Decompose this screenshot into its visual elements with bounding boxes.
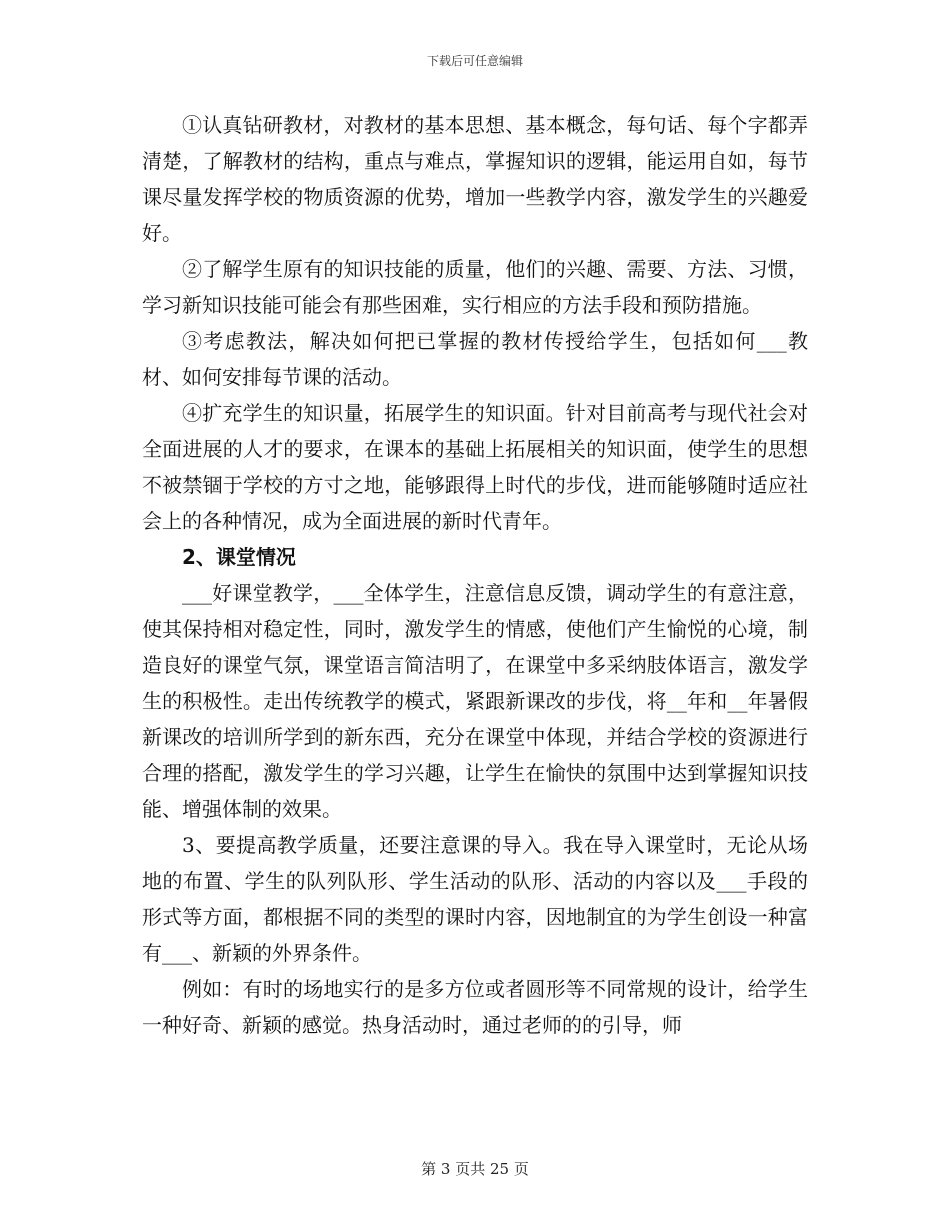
- paragraph-5: ___好课堂教学，___全体学生，注意信息反馈，调动学生的有意注意，使其保持相对稳定性，同时，激发学生的情感，使他们产生愉悦的心境，制造良好的课堂气氛，课堂语言简洁明了，在课堂中多采纳肢体语言，激发学生的积极性。走出传统教学的模式，紧跟新课改的步伐，将__年和__年暑假新课改的培训所学到的新东西，充分在课堂中体现，并结合学校的资源进行合理的搭配，激发学生的学习兴趣，让学生在愉快的氛围中达到掌握知识技能、增强体制的效果。: [142, 581, 808, 821]
- paragraph-6: 3、要提高教学质量，还要注意课的导入。我在导入课堂时，无论从场地的布置、学生的队列队形、学生活动的队形、活动的内容以及___手段的形式等方面，都根据不同的类型的课时内容，因地制宜的为学生创设一种富有___、新颖的外界条件。: [142, 833, 808, 965]
- page-footer: 第 3 页共 25 页: [421, 1160, 529, 1178]
- paragraph-4: ④扩充学生的知识量，拓展学生的知识面。针对目前高考与现代社会对全面进展的人才的要求，在课本的基础上拓展相关的知识面，使学生的思想不被禁锢于学校的方寸之地，能够跟得上时代的步伐，进而能够随时适应社会上的各种情况，成为全面进展的新时代青年。: [142, 401, 808, 533]
- paragraph-1: ①认真钻研教材，对教材的基本思想、基本概念，每句话、每个字都弄清楚，了解教材的结构，重点与难点，掌握知识的逻辑，能运用自如，每节课尽量发挥学校的物质资源的优势，增加一些教学内容，激发学生的兴趣爱好。: [142, 113, 808, 245]
- paragraph-3: ③考虑教法，解决如何把已掌握的教材传授给学生，包括如何___教材、如何安排每节课的活动。: [142, 329, 808, 389]
- page-header: 下载后可任意编辑: [426, 54, 523, 68]
- section-heading-classroom: 2、课堂情况: [182, 545, 296, 569]
- paragraph-7: 例如：有时的场地实行的是多方位或者圆形等不同常规的设计，给学生一种好奇、新颖的感觉。热身活动时，通过老师的的引导，师: [142, 977, 808, 1037]
- document-body: [142, 107, 808, 1043]
- paragraph-2: ②了解学生原有的知识技能的质量，他们的兴趣、需要、方法、习惯，学习新知识技能可能会有那些困难，实行相应的方法手段和预防措施。: [142, 257, 808, 317]
